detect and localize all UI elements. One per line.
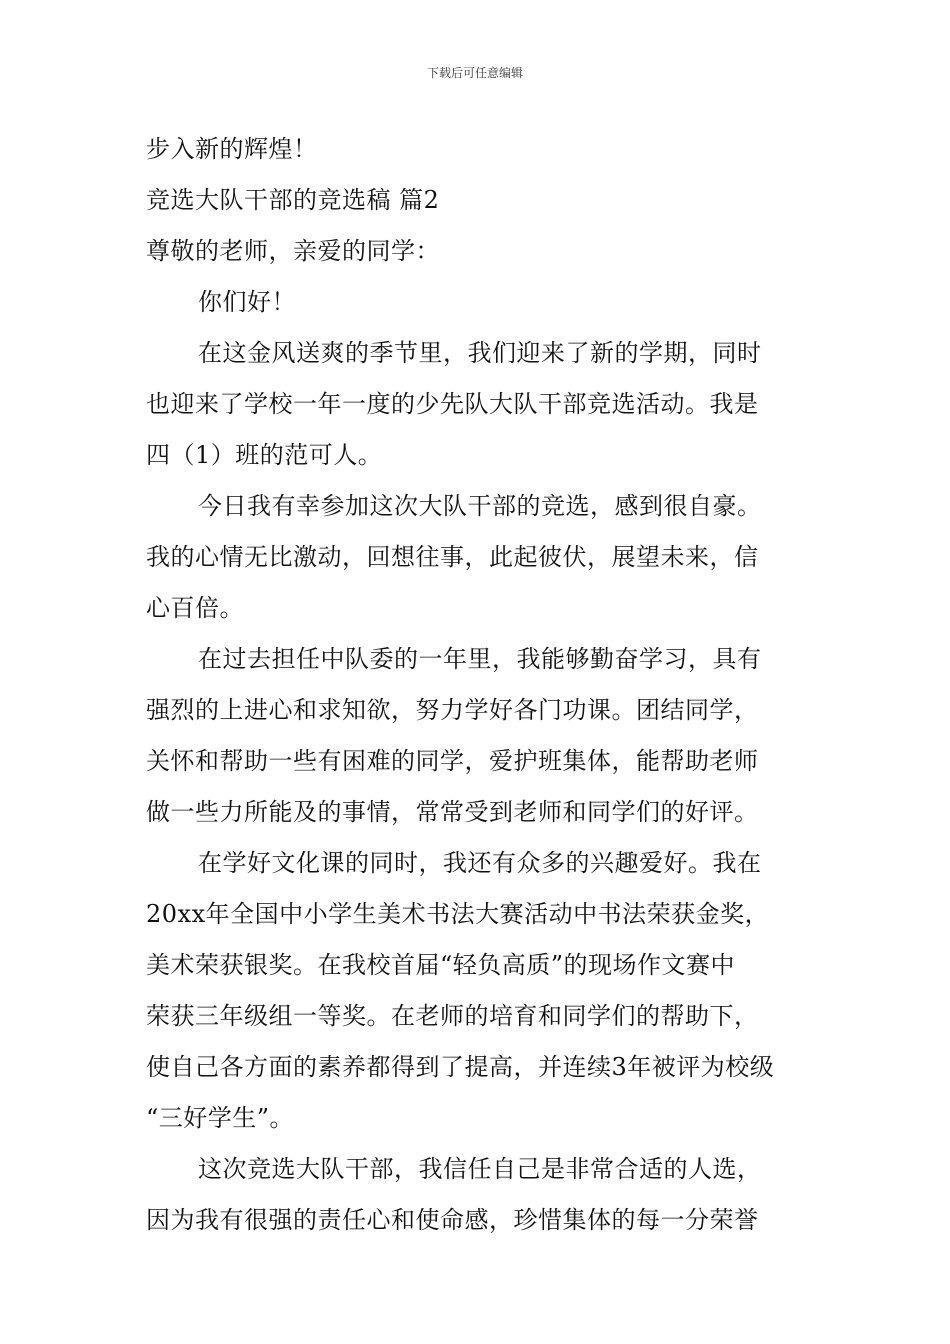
text-line: 步入新的辉煌！: [146, 135, 318, 163]
text-line: 在过去担任中队委的一年里，我能够勤奋学习，具有: [198, 645, 762, 673]
text-line: 今日我有幸参加这次大队干部的竞选，感到很自豪。: [198, 492, 762, 520]
text-line: 在这金风送爽的季节里，我们迎来了新的学期，同时: [198, 339, 762, 367]
text-line: 心百倍。: [146, 594, 244, 622]
text-line: 你们好！: [198, 288, 296, 316]
text-line: 强烈的上进心和求知欲，努力学好各门功课。团结同学，: [146, 696, 759, 724]
text-line: 四（1）班的范可人。: [146, 441, 383, 469]
text-line: 我的心情无比激动，回想往事，此起彼伏，展望未来，信: [146, 543, 759, 571]
document-body: [146, 124, 808, 1246]
text-line: 使自己各方面的素养都得到了提高，并连续3年被评为校级: [146, 1053, 775, 1081]
text-line: 竞选大队干部的竞选稿 篇2: [146, 186, 440, 214]
text-line: 做一些力所能及的事情，常常受到老师和同学们的好评。: [146, 798, 759, 826]
text-line: “三好学生”。: [146, 1104, 295, 1132]
text-line: 荣获三年级组一等奖。在老师的培育和同学们的帮助下，: [146, 1002, 759, 1030]
text-line: 美术荣获银奖。在我校首届“轻负高质”的现场作文赛中: [146, 951, 736, 979]
text-line: 这次竞选大队干部，我信任自己是非常合适的人选，: [198, 1155, 762, 1183]
page-header: 下载后可任意编辑: [426, 66, 523, 80]
text-line: 关怀和帮助一些有困难的同学，爱护班集体，能帮助老师: [146, 747, 759, 775]
text-line: 20xx年全国中小学生美术书法大赛活动中书法荣获金奖，: [146, 900, 770, 928]
text-line: 尊敬的老师，亲爱的同学：: [146, 237, 440, 265]
text-line: 在学好文化课的同时，我还有众多的兴趣爱好。我在: [198, 849, 762, 877]
text-line: 因为我有很强的责任心和使命感，珍惜集体的每一分荣誉: [146, 1206, 759, 1234]
text-line: 也迎来了学校一年一度的少先队大队干部竞选活动。我是: [146, 390, 759, 418]
